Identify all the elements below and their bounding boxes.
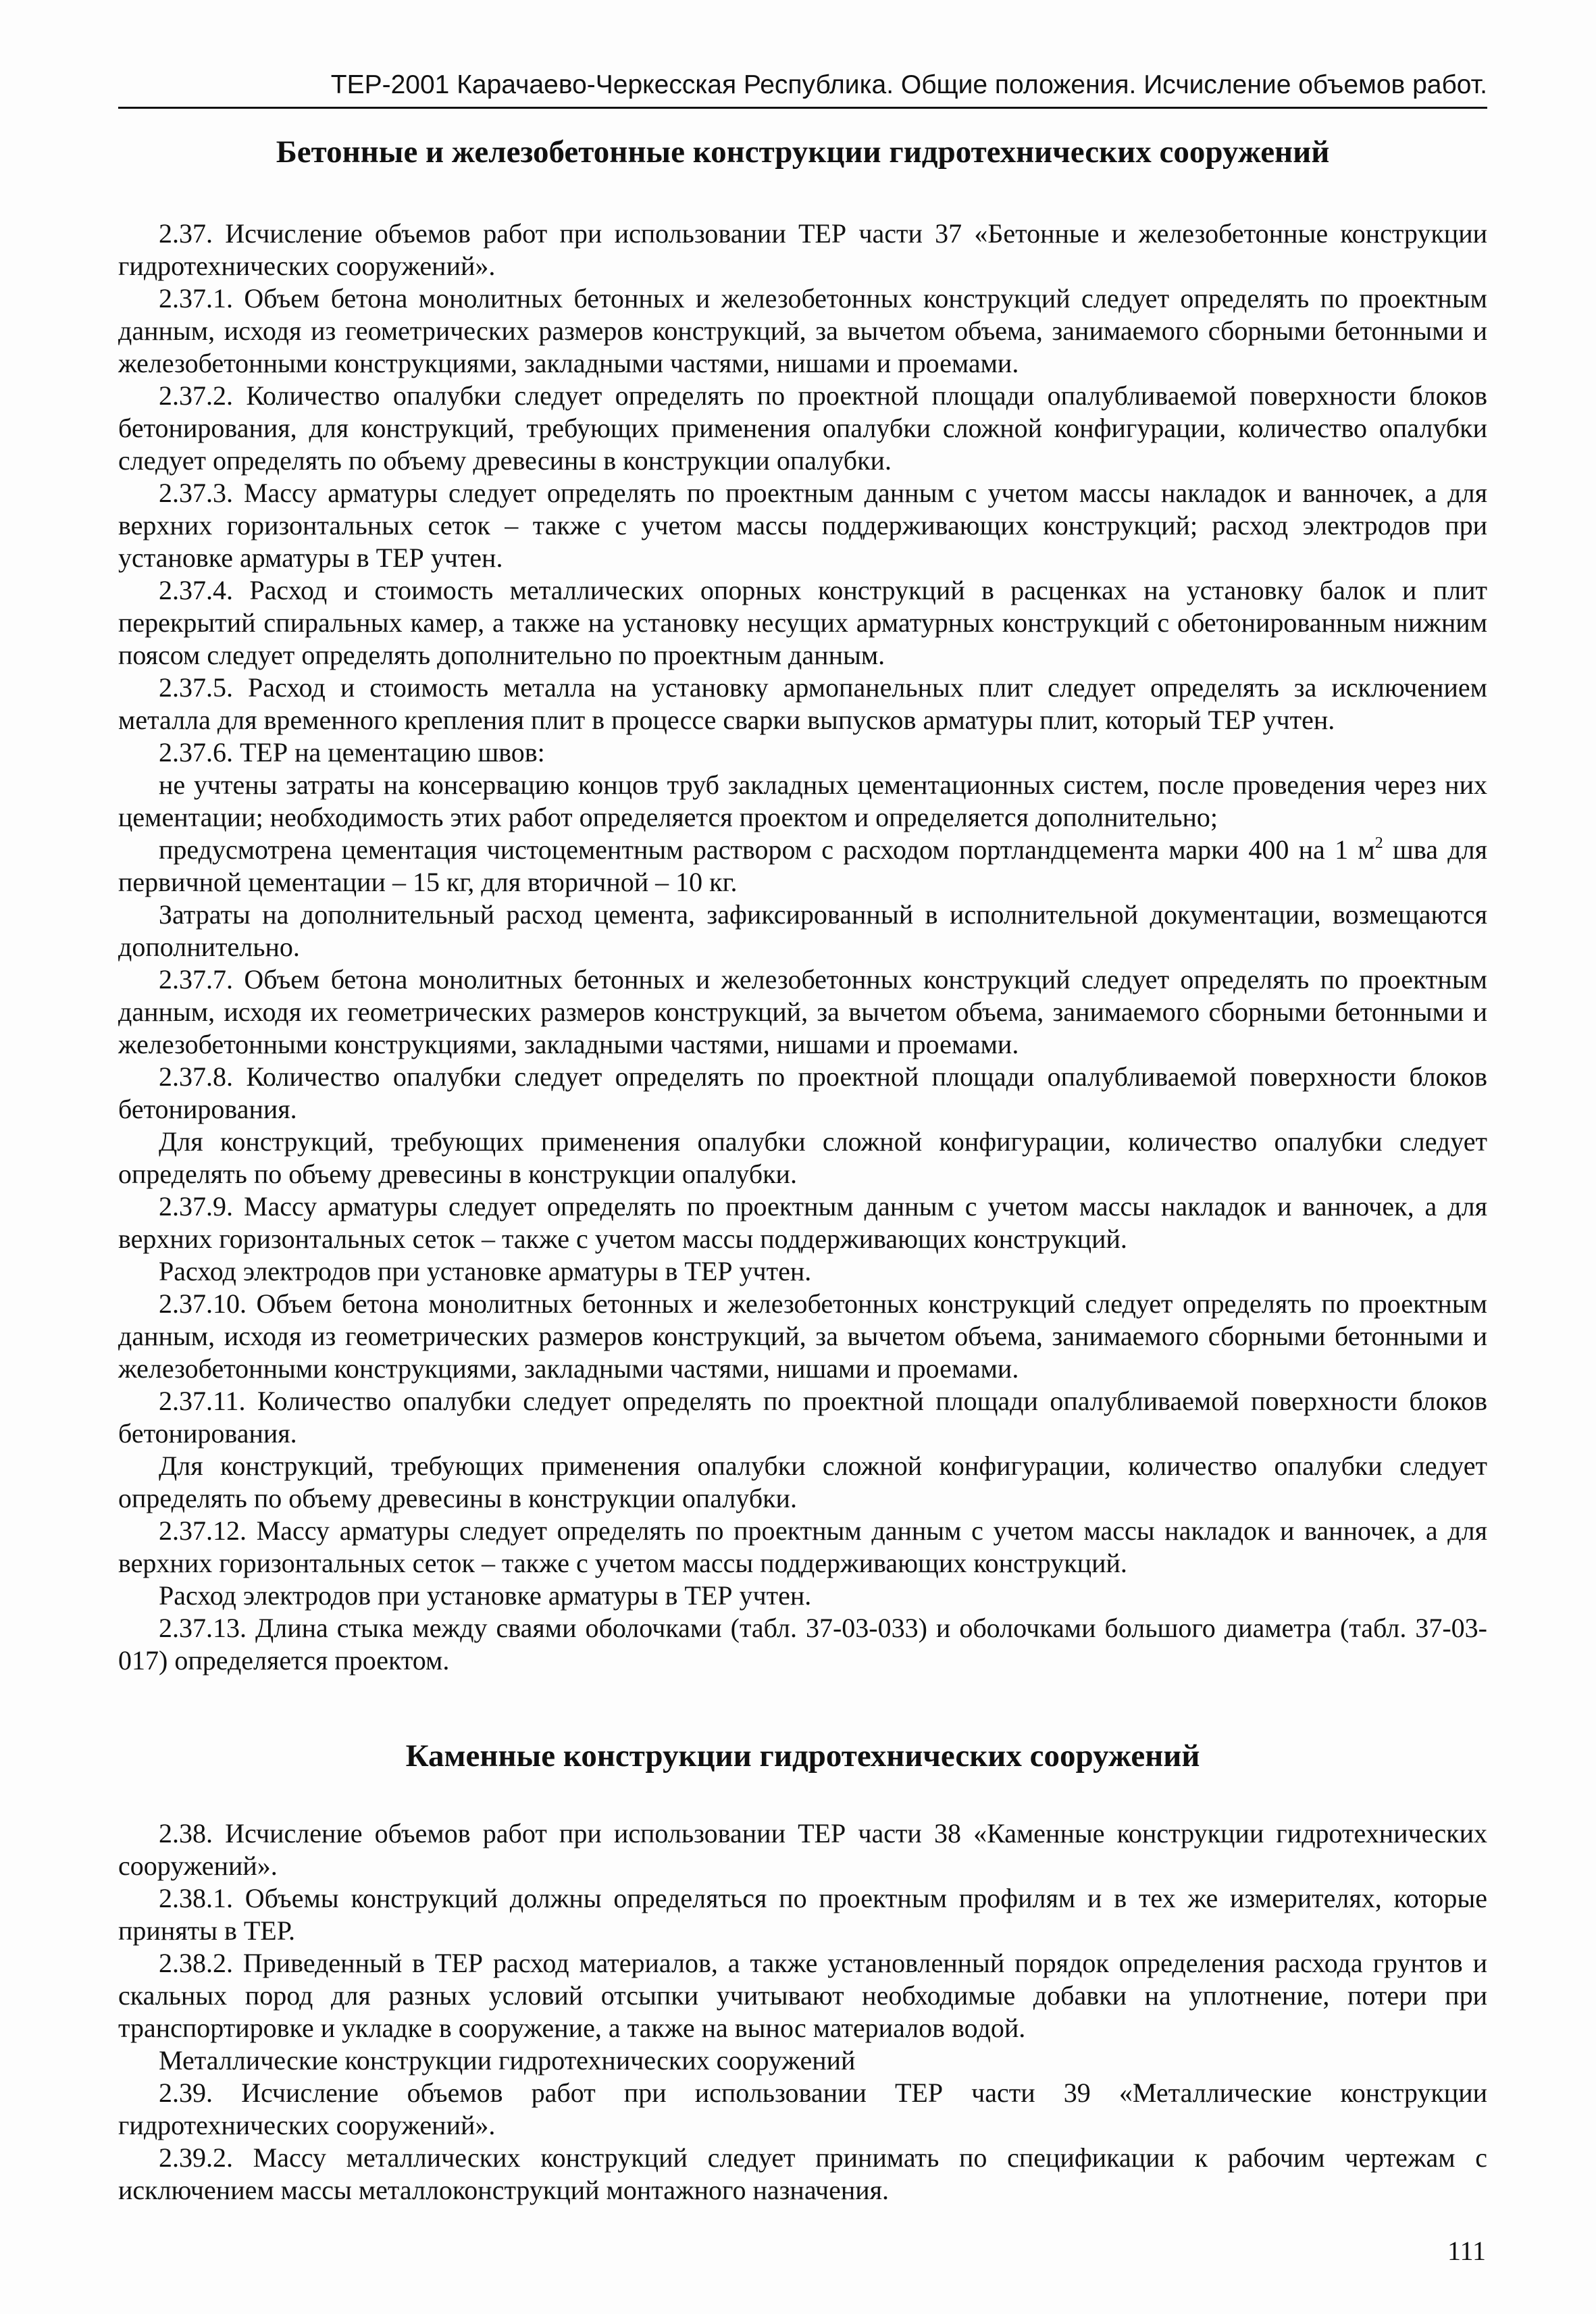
- paragraph: 2.37.12. Массу арматуры следует определять по проектным данным с учетом массы накладок и ванночек, а для верхних горизонтальных сеток – также с учетом массы поддерживающих конструкций.: [118, 1515, 1487, 1578]
- paragraph: 2.37.13. Длина стыка между сваями оболочками (табл. 37-03-033) и оболочками большого диаметра (табл. 37-03-017) определяется проектом.: [118, 1613, 1487, 1676]
- paragraph: Расход электродов при установке арматуры в ТЕР учтен.: [159, 1256, 812, 1286]
- paragraph: 2.37.7. Объем бетона монолитных бетонных и железобетонных конструкций следует определять по проектным данным, исходя их геометрических размеров конструкций, за вычетом объема, занимаемого сборными бетонными и железобетонными конструкциями, закладными частями, нишами и проемами.: [118, 964, 1487, 1059]
- paragraph: Расход электродов при установке арматуры в ТЕР учтен.: [159, 1580, 812, 1611]
- paragraph: 2.37.9. Массу арматуры следует определять по проектным данным с учетом массы накладок и ванночек, а для верхних горизонтальных сеток – также с учетом массы поддерживающих конструкций.: [118, 1191, 1487, 1254]
- paragraph: 2.38.2. Приведенный в ТЕР расход материалов, а также установленный порядок определения расхода грунтов и скальных пород для разных условий отсыпки учитывают необходимые добавки на уплотнение, потери при транспортировке и укладке в сооружение, а также на вынос материалов водой.: [118, 1948, 1487, 2043]
- paragraph: [118, 834, 1487, 899]
- paragraph: 2.37.8. Количество опалубки следует определять по проектной площади опалубливаемой поверхности блоков бетонирования.: [118, 1061, 1487, 1124]
- paragraph: 2.38. Исчисление объемов работ при использовании ТЕР части 38 «Каменные конструкции гидротехнических сооружений».: [118, 1818, 1487, 1881]
- paragraph: 2.38.1. Объемы конструкций должны определяться по проектным профилям и в тех же измерителях, которые приняты в ТЕР.: [118, 1883, 1487, 1946]
- page-content: [118, 132, 1487, 2207]
- paragraph: 2.37. Исчисление объемов работ при использовании ТЕР части 37 «Бетонные и железобетонные конструкции гидротехнических сооружений».: [118, 218, 1487, 281]
- paragraph: 2.39.2. Массу металлических конструкций следует принимать по спецификации к рабочим чертежам с исключением массы металлоконструкций монтажного назначения.: [118, 2142, 1487, 2205]
- paragraph: 2.39. Исчисление объемов работ при использовании ТЕР части 39 «Металлические конструкции гидротехнических сооружений».: [118, 2078, 1487, 2140]
- paragraph-text: шва для первичной цементации – 15 кг, для вторичной – 10 кг.: [118, 834, 1487, 897]
- superscript: 2: [1374, 834, 1383, 852]
- page-header: ТЕР-2001 Карачаево-Черкесская Республика. Общие положения. Исчисление объемов работ.: [118, 68, 1487, 109]
- section-title-concrete: Бетонные и железобетонные конструкции гидротехнических сооружений: [276, 134, 1330, 170]
- paragraph: 2.37.1. Объем бетона монолитных бетонных и железобетонных конструкций следует определять по проектным данным, исходя из геометрических размеров конструкций, за вычетом объема, занимаемого сборными бетонными и железобетонными конструкциями, закладными частями, нишами и проемами.: [118, 283, 1487, 378]
- paragraph: 2.37.4. Расход и стоимость металлических опорных конструкций в расценках на установку балок и плит перекрытий спиральных камер, а также на установку несущих арматурных конструкций с обетонированным нижним поясом следует определять дополнительно по проектным данным.: [118, 575, 1487, 670]
- paragraph: 2.37.10. Объем бетона монолитных бетонных и железобетонных конструкций следует определять по проектным данным, исходя из геометрических размеров конструкций, за вычетом объема, занимаемого сборными бетонными и железобетонными конструкциями, закладными частями, нишами и проемами.: [118, 1288, 1487, 1384]
- paragraph: не учтены затраты на консервацию концов труб закладных цементационных систем, после проведения через них цементации; необходимость этих работ определяется проектом и определяется дополнительно;: [118, 770, 1487, 832]
- paragraph: 2.37.5. Расход и стоимость металла на установку армопанельных плит следует определять за исключением металла для временного крепления плит в процессе сварки выпусков арматуры плит, который ТЕР учтен.: [118, 672, 1487, 735]
- paragraph-text: предусмотрена цементация чистоцементным раствором с расходом портландцемента марки 400 на 1 м: [159, 834, 1375, 865]
- paragraph: 2.37.6. ТЕР на цементацию швов:: [159, 737, 545, 768]
- paragraph: Металлические конструкции гидротехнических сооружений: [159, 2045, 856, 2076]
- paragraph: Для конструкций, требующих применения опалубки сложной конфигурации, количество опалубки следует определять по объему древесины в конструкции опалубки.: [118, 1126, 1487, 1189]
- paragraph: 2.37.3. Массу арматуры следует определять по проектным данным с учетом массы накладок и ванночек, а для верхних горизонтальных сеток – также с учетом массы поддерживающих конструкций; расход электродов при установке арматуры в ТЕР учтен.: [118, 478, 1487, 573]
- paragraph: Затраты на дополнительный расход цемента, зафиксированный в исполнительной документации, возмещаются дополнительно.: [118, 899, 1487, 962]
- section-title-stone: Каменные конструкции гидротехнических сооружений: [405, 1738, 1200, 1774]
- paragraph: 2.37.11. Количество опалубки следует определять по проектной площади опалубливаемой поверхности блоков бетонирования.: [118, 1386, 1487, 1449]
- paragraph: 2.37.2. Количество опалубки следует определять по проектной площади опалубливаемой поверхности блоков бетонирования, для конструкций, требующих применения опалубки сложной конфигурации, количество опалубки следует определять по объему древесины в конструкции опалубки.: [118, 380, 1487, 476]
- page-number: 111: [1447, 2236, 1486, 2266]
- paragraph: Для конструкций, требующих применения опалубки сложной конфигурации, количество опалубки следует определять по объему древесины в конструкции опалубки.: [118, 1451, 1487, 1513]
